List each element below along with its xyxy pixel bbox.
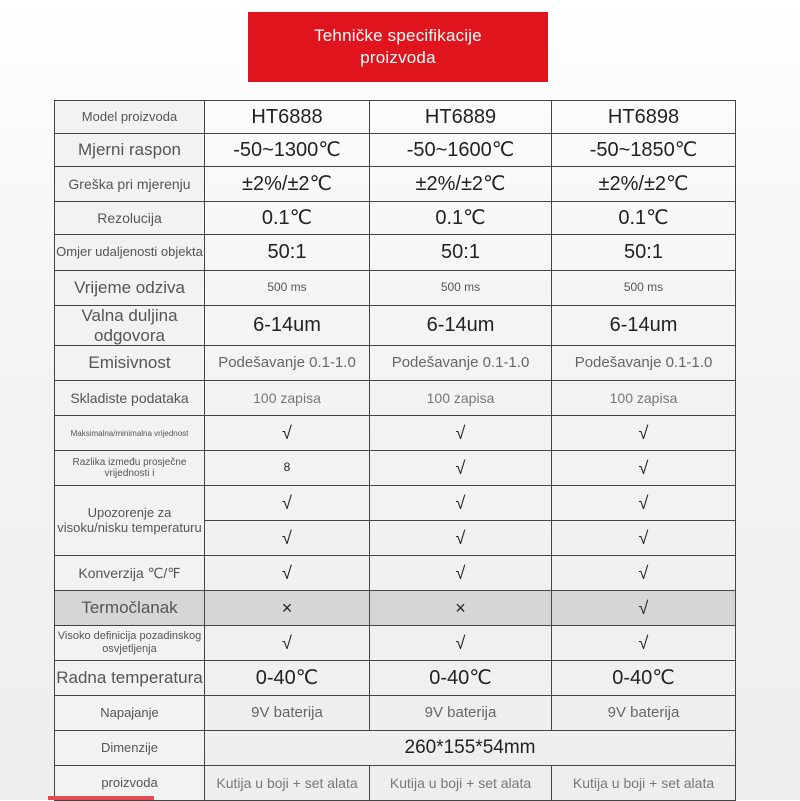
table-row xyxy=(55,486,736,521)
table-cell: Podešavanje 0.1-1.0 xyxy=(370,346,552,381)
table-row xyxy=(55,591,736,626)
table-cell: √ xyxy=(205,521,370,556)
table-row xyxy=(55,381,736,416)
table-cell: √ xyxy=(370,521,552,556)
row-label: Radna temperatura xyxy=(55,661,205,696)
table-cell: 50:1 xyxy=(552,235,736,271)
table-cell: 0.1℃ xyxy=(205,202,370,235)
table-cell: 500 ms xyxy=(552,271,736,306)
table-row xyxy=(55,416,736,451)
table-row xyxy=(55,451,736,486)
table-cell: √ xyxy=(552,591,736,626)
row-label: Dimenzije xyxy=(55,731,205,766)
table-cell: √ xyxy=(205,486,370,521)
table-cell: √ xyxy=(205,556,370,591)
table-row xyxy=(55,696,736,731)
table-cell: 50:1 xyxy=(370,235,552,271)
row-label: Model proizvoda xyxy=(55,101,205,134)
bottom-accent-bar xyxy=(48,796,154,800)
table-row xyxy=(55,766,736,801)
row-label: Omjer udaljenosti objekta xyxy=(55,235,205,271)
table-row xyxy=(55,556,736,591)
row-label: Upozorenje za visoku/nisku temperaturu xyxy=(55,486,205,556)
table-row xyxy=(55,271,736,306)
table-row xyxy=(55,306,736,346)
row-label: Visoko definicija pozadinskog osvjetljenja xyxy=(55,626,205,661)
table-cell: √ xyxy=(370,626,552,661)
table-cell: 260*155*54mm xyxy=(205,731,736,766)
table-cell: ±2%/±2℃ xyxy=(205,167,370,202)
title-banner xyxy=(248,12,548,82)
table-cell: 100 zapisa xyxy=(370,381,552,416)
table-cell: 9V baterija xyxy=(552,696,736,731)
table-cell: √ xyxy=(370,556,552,591)
table-cell: HT6888 xyxy=(205,101,370,134)
table-row xyxy=(55,134,736,167)
table-cell: √ xyxy=(370,416,552,451)
table-row xyxy=(55,626,736,661)
table-cell: Kutija u boji + set alata xyxy=(552,766,736,801)
table-cell: 0.1℃ xyxy=(370,202,552,235)
row-label: Rezolucija xyxy=(55,202,205,235)
table-cell: -50~1600℃ xyxy=(370,134,552,167)
row-label: proizvoda xyxy=(55,766,205,801)
row-label: Napajanje xyxy=(55,696,205,731)
table-row xyxy=(55,202,736,235)
table-cell: 0-40℃ xyxy=(552,661,736,696)
table-cell: Kutija u boji + set alata xyxy=(370,766,552,801)
row-label: Vrijeme odziva xyxy=(55,271,205,306)
table-cell: -50~1850℃ xyxy=(552,134,736,167)
table-cell: ±2%/±2℃ xyxy=(552,167,736,202)
table-cell: √ xyxy=(552,521,736,556)
table-row xyxy=(55,346,736,381)
table-cell: HT6889 xyxy=(370,101,552,134)
table-row xyxy=(55,661,736,696)
table-cell: √ xyxy=(552,451,736,486)
row-label: Skladiste podataka xyxy=(55,381,205,416)
row-label: Valna duljina odgovora xyxy=(55,306,205,346)
table-cell: √ xyxy=(552,626,736,661)
table-cell: 8 xyxy=(205,451,370,486)
table-cell: 100 zapisa xyxy=(552,381,736,416)
table-cell: √ xyxy=(370,451,552,486)
table-cell: 0.1℃ xyxy=(552,202,736,235)
row-label: Razlika između prosječne vrijednosti i xyxy=(55,451,205,486)
table-cell: 0-40℃ xyxy=(205,661,370,696)
table-cell: 50:1 xyxy=(205,235,370,271)
table-cell: 9V baterija xyxy=(370,696,552,731)
table-cell: 9V baterija xyxy=(205,696,370,731)
row-label: Maksimalna/minimalna vrijednost xyxy=(55,416,205,451)
table-cell: 6-14um xyxy=(552,306,736,346)
table-cell: -50~1300℃ xyxy=(205,134,370,167)
table-cell: √ xyxy=(552,416,736,451)
table-row xyxy=(55,235,736,271)
table-row xyxy=(55,731,736,766)
row-label: Mjerni raspon xyxy=(55,134,205,167)
table-cell: √ xyxy=(552,556,736,591)
table-cell: 0-40℃ xyxy=(370,661,552,696)
table-cell: 500 ms xyxy=(205,271,370,306)
table-cell: 6-14um xyxy=(205,306,370,346)
table-cell: √ xyxy=(205,626,370,661)
table-cell: √ xyxy=(552,486,736,521)
title-line-2: proizvoda xyxy=(360,48,436,67)
table-cell: × xyxy=(205,591,370,626)
table-cell: HT6898 xyxy=(552,101,736,134)
table-cell: Podešavanje 0.1-1.0 xyxy=(552,346,736,381)
table-cell: Kutija u boji + set alata xyxy=(205,766,370,801)
table-cell: √ xyxy=(205,416,370,451)
table-cell: × xyxy=(370,591,552,626)
table-cell: √ xyxy=(370,486,552,521)
row-label: Termočlanak xyxy=(55,591,205,626)
table-row xyxy=(55,101,736,134)
table-cell: Podešavanje 0.1-1.0 xyxy=(205,346,370,381)
row-label: Greška pri mjerenju xyxy=(55,167,205,202)
table-cell: 100 zapisa xyxy=(205,381,370,416)
row-label: Konverzija ℃/℉ xyxy=(55,556,205,591)
title-line-1: Tehničke specifikacije xyxy=(314,26,482,45)
spec-table xyxy=(54,100,736,801)
row-label: Emisivnost xyxy=(55,346,205,381)
table-cell: 500 ms xyxy=(370,271,552,306)
table-cell: ±2%/±2℃ xyxy=(370,167,552,202)
table-row xyxy=(55,167,736,202)
table-cell: 6-14um xyxy=(370,306,552,346)
